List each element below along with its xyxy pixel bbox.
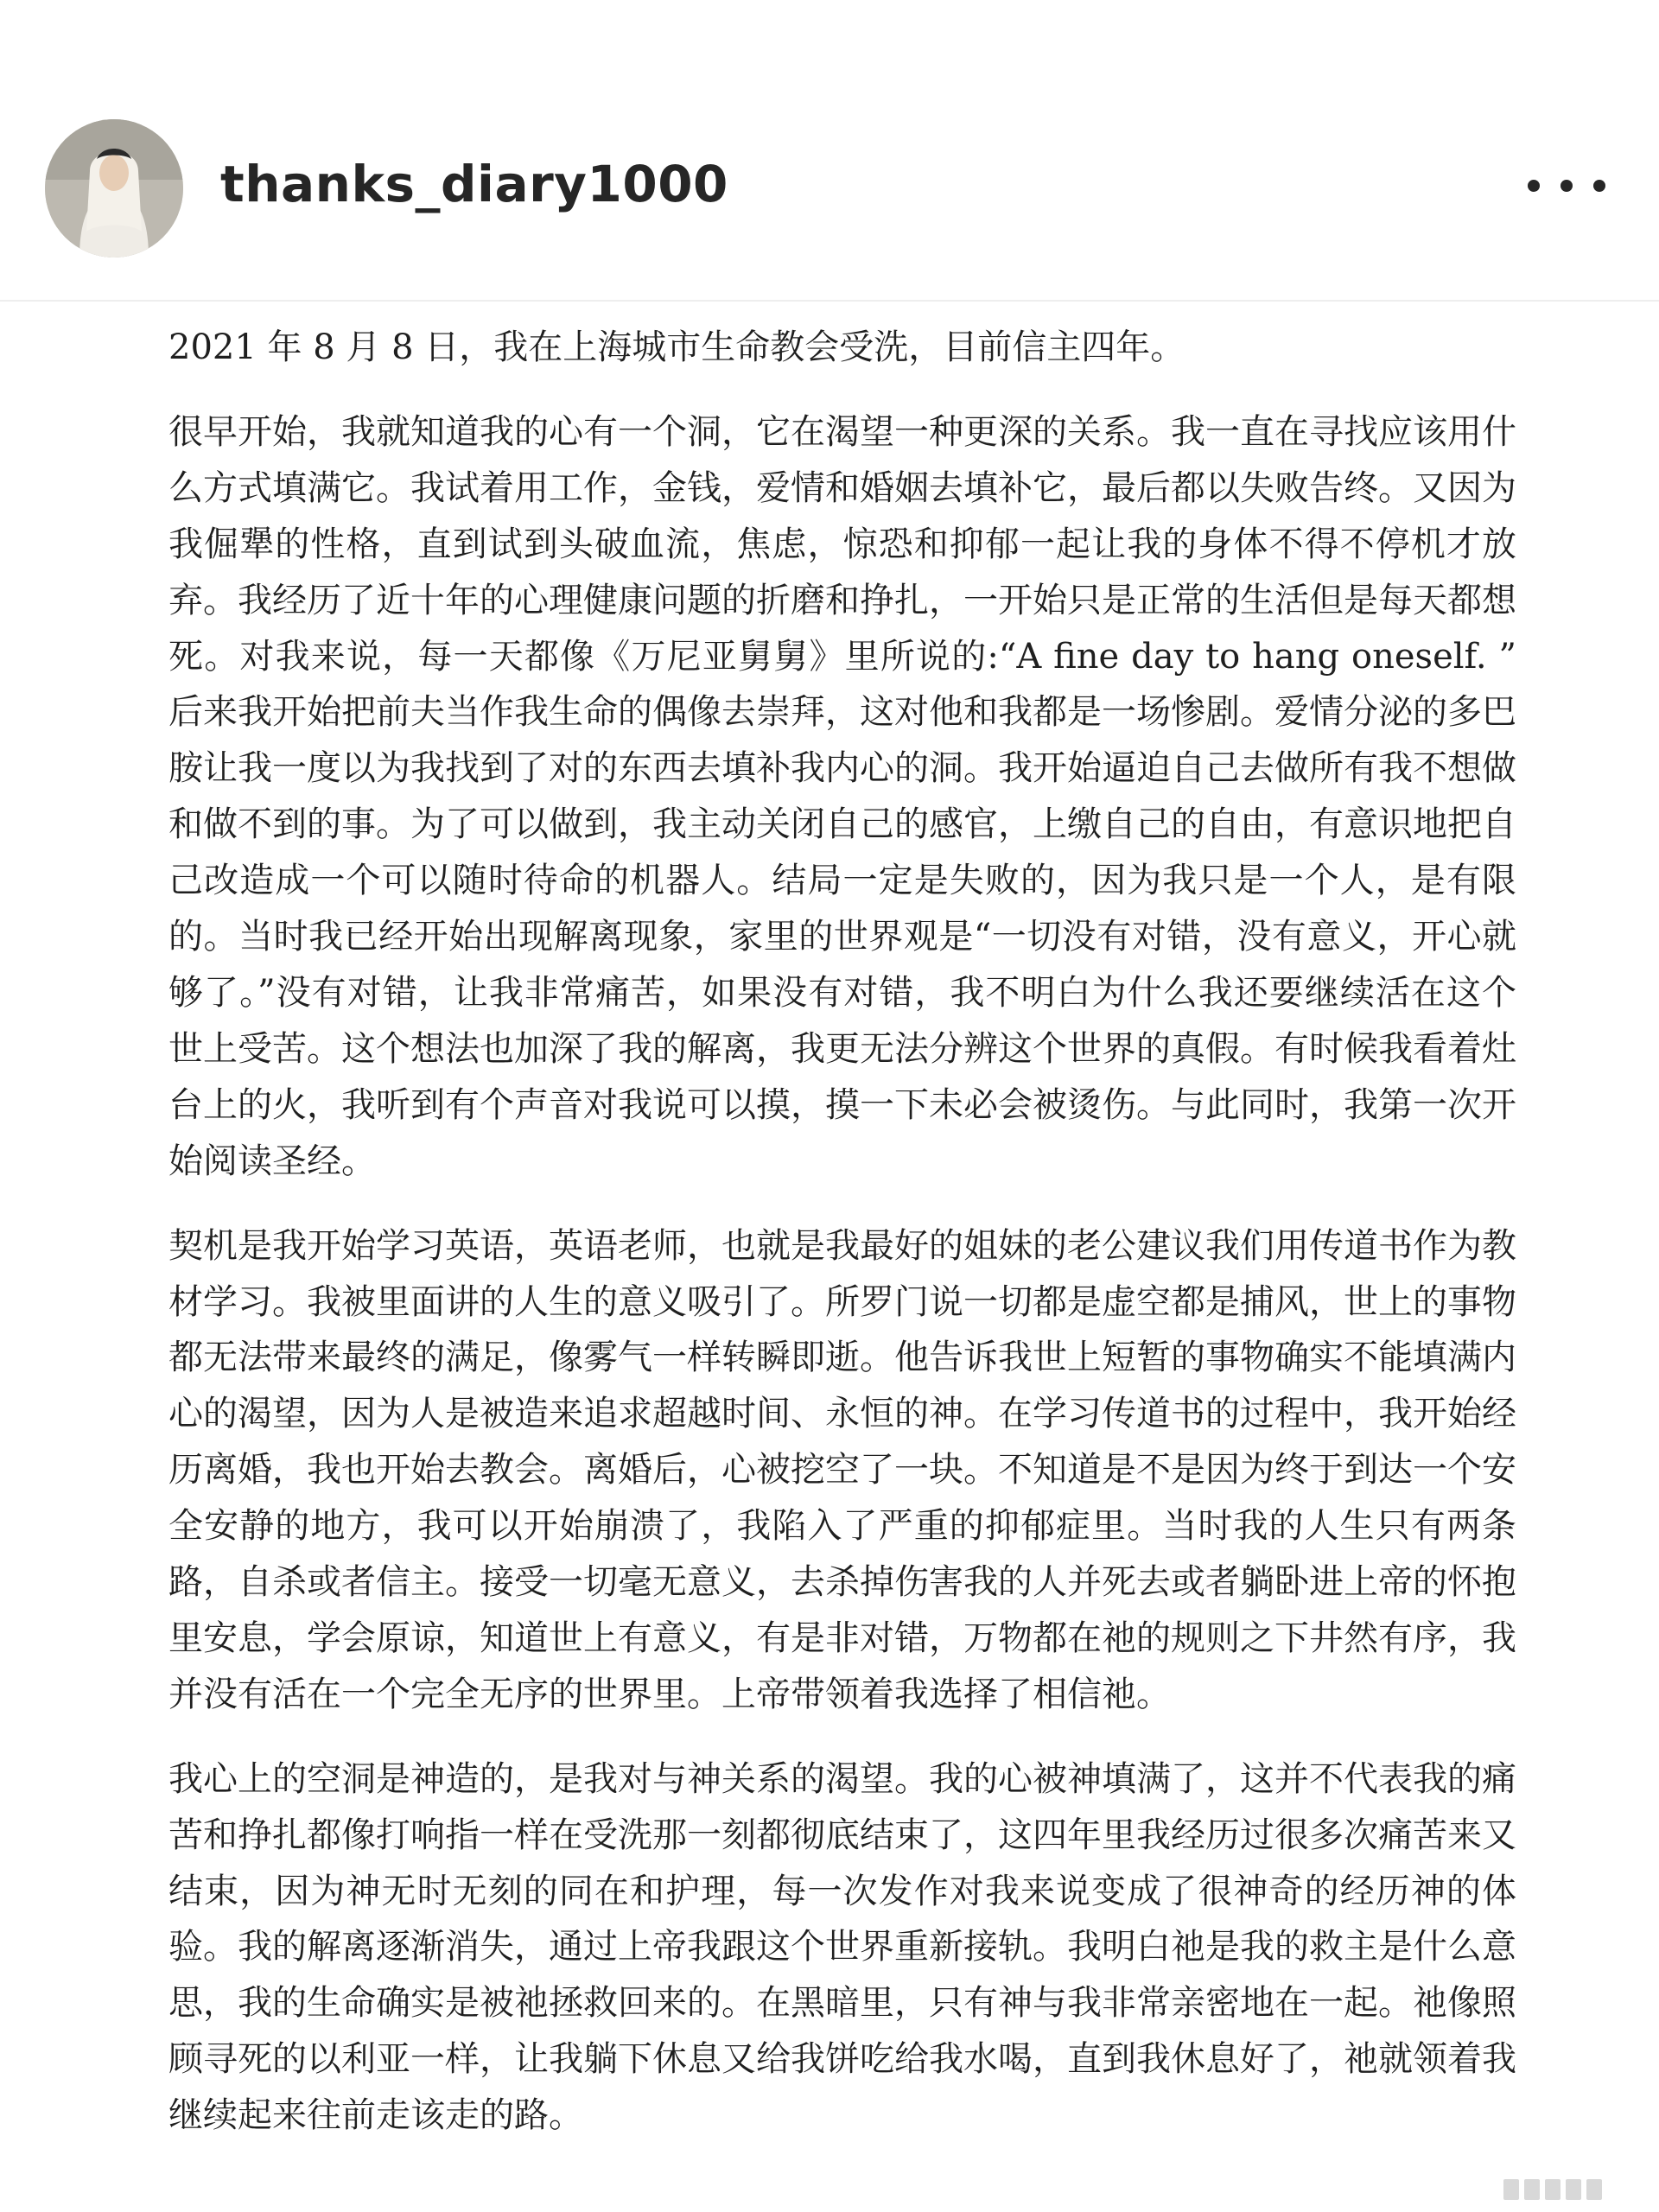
avatar-photo-icon: [45, 119, 183, 257]
more-horizontal-icon: [1560, 180, 1573, 192]
post-caption: [168, 320, 1516, 2172]
avatar[interactable]: [45, 119, 183, 257]
more-options-button[interactable]: [1528, 168, 1605, 203]
watermark-glyph: [1524, 2179, 1540, 2200]
post-header: [0, 0, 1659, 302]
post-paragraph: 很早开始，我就知道我的心有一个洞，它在渴望一种更深的关系。我一直在寻找应该用什么方式填满它。我试着用工作，金钱，爱情和婚姻去填补它，最后都以失败告终。又因为我倔犟的性格，直到试到头破血流，焦虑，惊恐和抑郁一起让我的身体不得不停机才放弃。我经历了近十年的心理健康问题的折磨和挣扎，一开始只是正常的生活但是每天都想死。对我来说，每一天都像《万尼亚舅舅》里所说的:“A fine day to hang oneself. ” 后来我开始把前夫当作我生命的偶像去崇拜，这对他和我都是一场惨剧。爱情分泌的多巴胺让我一度以为我找到了对的东西去填补我内心的洞。我开始逼迫自己去做所有我不想做和做不到的事。为了可以做到，我主动关闭自己的感官，上缴自己的自由，有意识地把自己改造成一个可以随时待命的机器人。结局一定是失败的，因为我只是一个人，是有限的。当时我已经开始出现解离现象，家里的世界观是“一切没有对错，没有意义，开心就够了。”没有对错，让我非常痛苦，如果没有对错，我不明白为什么我还要继续活在这个世上受苦。这个想法也加深了我的解离，我更无法分辨这个世界的真假。有时候我看着灶台上的火，我听到有个声音对我说可以摸，摸一下未必会被烫伤。与此同时，我第一次开始阅读圣经。: [168, 411, 1516, 1181]
more-horizontal-icon: [1528, 180, 1540, 192]
watermark-glyph: [1566, 2179, 1581, 2200]
watermark-glyph: [1586, 2179, 1602, 2200]
username[interactable]: thanks_diary1000: [220, 155, 728, 213]
post-paragraph: 我心上的空洞是神造的，是我对与神关系的渴望。我的心被神填满了，这并不代表我的痛苦和挣扎都像打响指一样在受洗那一刻都彻底结束了，这四年里我经历过很多次痛苦来又结束，因为神无时无刻的同在和护理，每一次发作对我来说变成了很神奇的经历神的体验。我的解离逐渐消失，通过上帝我跟这个世界重新接轨。我明白祂是我的救主是什么意思，我的生命确实是被祂拯救回来的。在黑暗里，只有神与我非常亲密地在一起。祂像照顾寻死的以利亚一样，让我躺下休息又给我饼吃给我水喝，直到我休息好了，祂就领着我继续起来往前走该走的路。: [168, 1758, 1516, 2136]
more-horizontal-icon: [1593, 180, 1605, 192]
post-paragraph: 2021 年 8 月 8 日，我在上海城市生命教会受洗，目前信主四年。: [168, 327, 1185, 367]
watermark-glyph: [1503, 2179, 1519, 2200]
watermark: [1503, 2177, 1642, 2202]
watermark-glyph: [1545, 2179, 1560, 2200]
post-paragraph: 契机是我开始学习英语，英语老师，也就是我最好的姐妹的老公建议我们用传道书作为教材学习。我被里面讲的人生的意义吸引了。所罗门说一切都是虚空都是捕风，世上的事物都无法带来最终的满足，像雾气一样转瞬即逝。他告诉我世上短暂的事物确实不能填满内心的渴望，因为人是被造来追求超越时间、永恒的神。在学习传道书的过程中，我开始经历离婚，我也开始去教会。离婚后，心被挖空了一块。不知道是不是因为终于到达一个安全安静的地方，我可以开始崩溃了，我陷入了严重的抑郁症里。当时我的人生只有两条路，自杀或者信主。接受一切毫无意义，去杀掉伤害我的人并死去或者躺卧进上帝的怀抱里安息，学会原谅，知道世上有意义，有是非对错，万物都在祂的规则之下井然有序，我并没有活在一个完全无序的世界里。上帝带领着我选择了相信祂。: [168, 1225, 1516, 1714]
